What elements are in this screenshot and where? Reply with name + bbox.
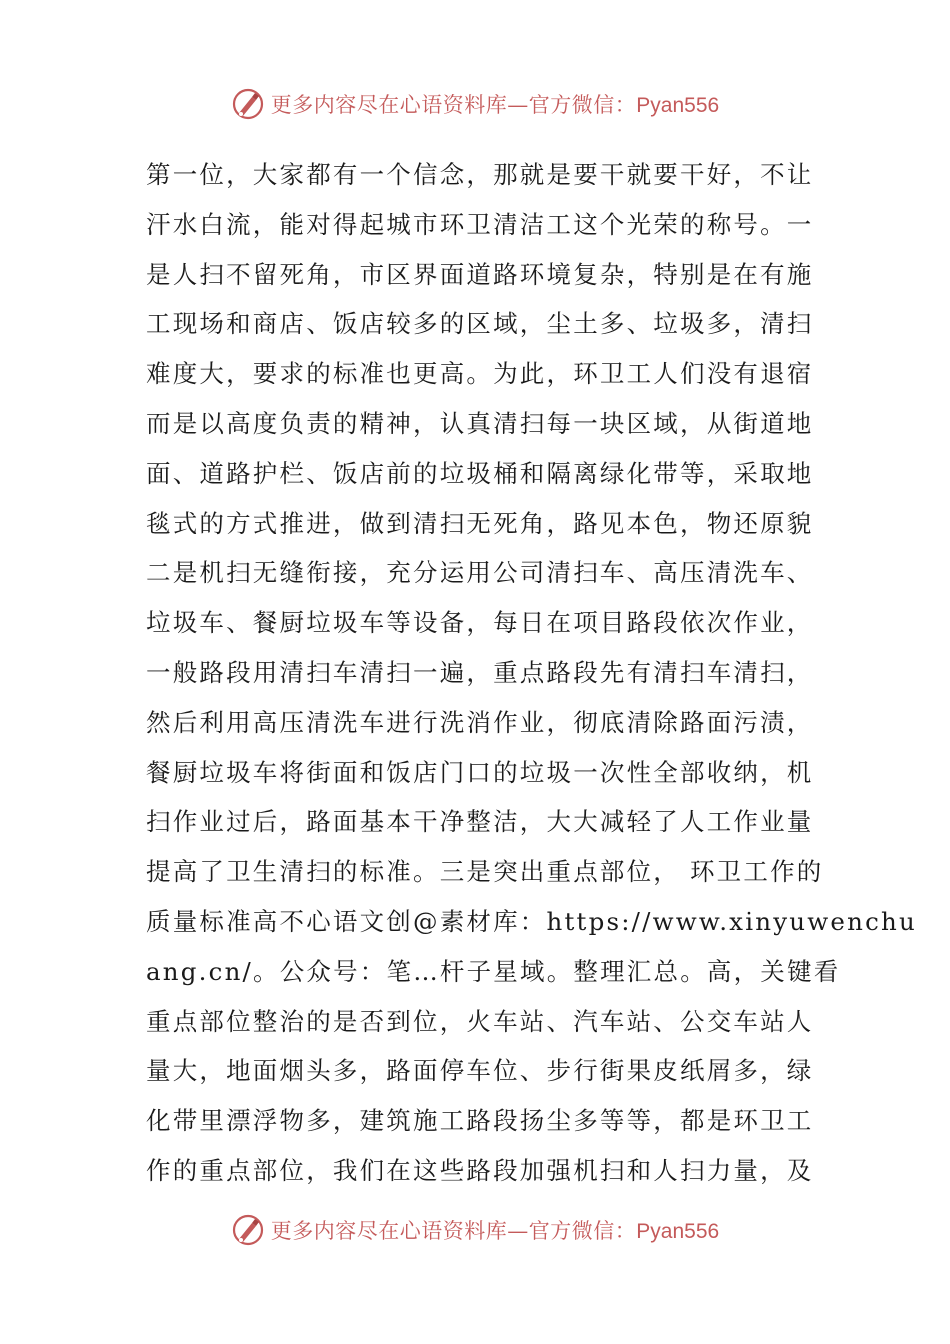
text-line: 二是机扫无缝衔接，充分运用公司清扫车、高压清洗车、 [146, 558, 814, 588]
pen-nib-logo-icon [231, 1213, 265, 1247]
text-line: 餐厨垃圾车将街面和饭店门口的垃圾一次性全部收纳，机 [146, 757, 814, 787]
text-line: 工现场和商店、饭店较多的区域，尘土多、垃圾多，清扫 [146, 309, 814, 339]
text-line: 量大，地面烟头多，路面停车位、步行街果皮纸屑多，绿 [146, 1056, 814, 1086]
footer-banner-handle: Pyan556 [636, 1220, 720, 1243]
text-line: 难度大，要求的标准也更高。为此，环卫工人们没有退宿 [146, 359, 814, 389]
text-line: 提高了卫生清扫的标准。三是突出重点部位， 环卫工作的 [146, 857, 824, 887]
footer-banner [0, 1210, 950, 1250]
text-line: 作的重点部位，我们在这些路段加强机扫和人扫力量，及 [146, 1155, 814, 1185]
text-line: 垃圾车、餐厨垃圾车等设备，每日在项目路段依次作业， [146, 608, 814, 638]
document-body [146, 150, 917, 1196]
footer-banner-label: 更多内容尽在心语资料库—官方微信： [270, 1219, 637, 1243]
text-line: 化带里漂浮物多，建筑施工路段扬尘多等等，都是环卫工 [146, 1106, 814, 1136]
text-line: 第一位，大家都有一个信念，那就是要干就要干好，不让 [146, 160, 814, 189]
text-line: 重点部位整治的是否到位，火车站、汽车站、公交车站人 [146, 1006, 814, 1036]
text-line: 而是以高度负责的精神，认真清扫每一块区域，从街道地 [146, 408, 814, 438]
footer-banner-text [271, 1215, 719, 1245]
header-banner-label: 更多内容尽在心语资料库—官方微信： [270, 93, 637, 117]
text-line: ang.cn/。公众号：笔…杆子星域。整理汇总。高，关键看 [146, 956, 841, 986]
text-line: 毯式的方式推进，做到清扫无死角，路见本色，物还原貌 [146, 508, 814, 538]
text-line: 汗水白流，能对得起城市环卫清洁工这个光荣的称号。一 [146, 209, 814, 239]
text-line: 一般路段用清扫车清扫一遍，重点路段先有清扫车清扫， [146, 657, 814, 687]
text-line: 扫作业过后，路面基本干净整洁，大大减轻了人工作业量 [146, 807, 814, 837]
text-line: 面、道路护栏、饭店前的垃圾桶和隔离绿化带等，采取地 [146, 458, 814, 488]
text-line: 是人扫不留死角，市区界面道路环境复杂，特别是在有施 [146, 259, 814, 289]
header-banner-handle: Pyan556 [636, 94, 720, 117]
header-banner-text [271, 89, 719, 119]
text-line: 质量标准高不心语文创@素材库：https://www.xinyuwenchu [146, 906, 917, 936]
pen-nib-logo-icon [231, 87, 265, 121]
text-line: 然后利用高压清洗车进行洗消作业，彻底清除路面污渍， [146, 707, 814, 737]
header-banner [0, 84, 950, 124]
